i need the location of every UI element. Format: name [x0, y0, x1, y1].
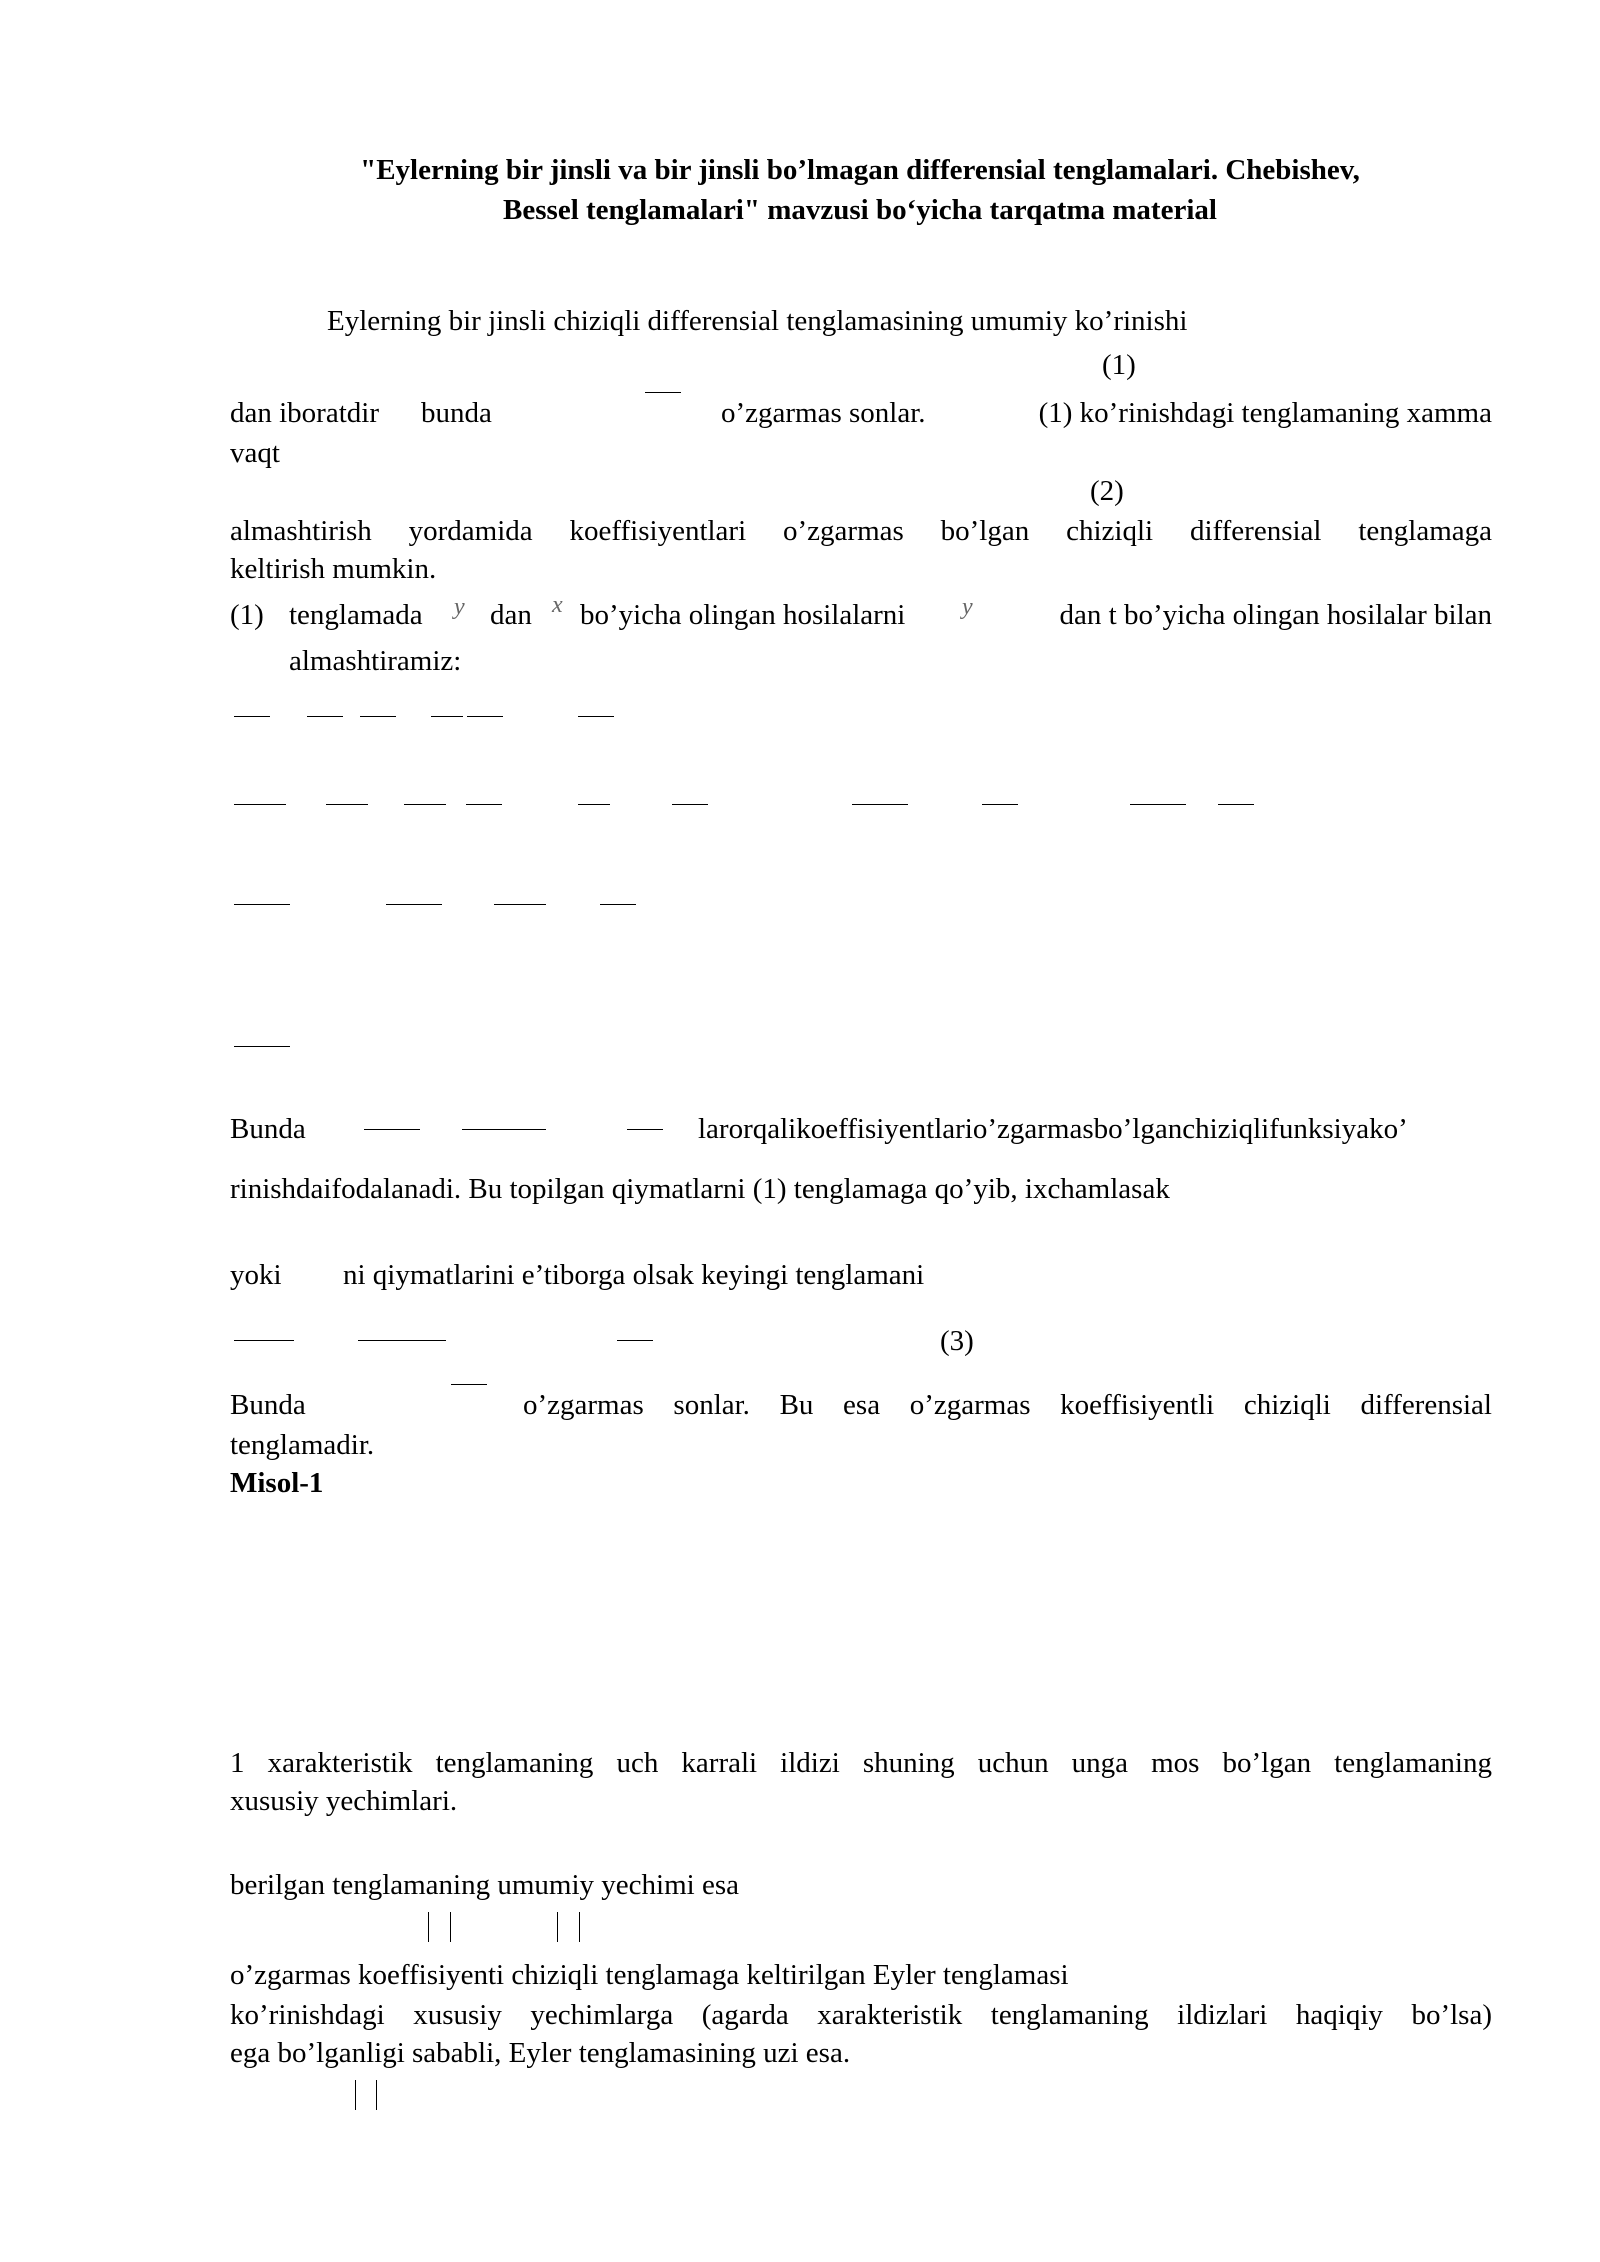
example-heading: Misol-1 — [230, 1467, 324, 1499]
p5-line-1: o’zgarmas sonlar. Bu esa o’zgarmas koeffisiyentli chiziqli differensial — [523, 1389, 1492, 1421]
list1-almashtiramiz: almashtiramiz: — [289, 645, 462, 677]
fraction-bar — [627, 1129, 663, 1130]
fraction-bar — [364, 1129, 420, 1130]
absolute-value-bar — [428, 1912, 429, 1942]
absolute-value-bar — [557, 1912, 558, 1942]
absolute-value-bar — [579, 1912, 580, 1942]
p1-continuation: (1) ko’rinishdagi tenglamaning xamma — [1038, 397, 1492, 429]
p4-yoki: yoki — [230, 1259, 282, 1291]
p2-line-2: keltirish mumkin. — [230, 553, 437, 585]
fraction-bar — [645, 392, 681, 393]
p3-run-on-text: larorqalikoeffisiyentlario’zgarmasbo’lganchiziqlifunksiyako’ — [698, 1113, 1408, 1145]
fraction-bar — [358, 1340, 446, 1341]
list1-tenglamada: tenglamada — [289, 599, 423, 631]
fraction-bar — [234, 1046, 290, 1047]
variable-y-image: y — [454, 594, 465, 620]
fraction-bar — [982, 804, 1018, 805]
p6-line-1: 1 xarakteristik tenglamaning uch karrali ildizi shuning uchun unga mos bo’lgan tenglamaning — [230, 1747, 1492, 1779]
variable-y-image: y — [962, 594, 973, 620]
title-line-2: Bessel tenglamalari" mavzusi bo‘yicha tarqatma material — [503, 194, 1217, 226]
list1-dan: dan — [490, 599, 532, 631]
absolute-value-bar — [450, 1912, 451, 1942]
absolute-value-bar — [355, 2080, 356, 2110]
fraction-bar — [404, 804, 446, 805]
p9-line-2: ega bo’lganligi sababli, Eyler tenglamasining uzi esa. — [230, 2037, 851, 2069]
p3-bunda: Bunda — [230, 1113, 306, 1145]
fraction-bar — [360, 716, 396, 717]
p4-text: ni qiymatlarini e’tiborga olsak keyingi tenglamani — [343, 1259, 925, 1291]
fraction-bar — [1130, 804, 1186, 805]
fraction-bar — [672, 804, 708, 805]
fraction-bar — [578, 804, 610, 805]
absolute-value-bar — [376, 2080, 377, 2110]
p8-text: o’zgarmas koeffisiyenti chiziqli tenglamaga keltirilgan Eyler tenglamasi — [230, 1959, 1069, 1991]
list-number-1: (1) — [230, 599, 264, 631]
p9-line-1: ko’rinishdagi xususiy yechimlarga (agarda xarakteristik tenglamaning ildizlari haqiqiy bo’lsa) — [230, 1999, 1492, 2031]
fraction-bar — [852, 804, 908, 805]
fraction-bar — [234, 1340, 294, 1341]
fraction-bar — [466, 804, 502, 805]
p2-line-1: almashtirish yordamida koeffisiyentlari o’zgarmas bo’lgan chiziqli differensial tenglamaga — [230, 515, 1492, 547]
p5-line-2: tenglamadir. — [230, 1429, 375, 1461]
fraction-bar — [234, 904, 290, 905]
equation-label-2: (2) — [1090, 475, 1124, 507]
p5-bunda: Bunda — [230, 1389, 306, 1421]
fraction-bar — [617, 1340, 653, 1341]
list1-hosilalarni: bo’yicha olingan hosilalarni — [580, 599, 906, 631]
p7-text: berilgan tenglamaning umumiy yechimi esa — [230, 1869, 739, 1901]
p1-bunda: bunda — [421, 397, 492, 429]
p6-line-2: xususiy yechimlari. — [230, 1785, 458, 1817]
fraction-bar — [600, 904, 636, 905]
fraction-bar — [467, 716, 503, 717]
intro-text: Eylerning bir jinsli chiziqli differensial tenglamasining umumiy ko’rinishi — [327, 305, 1188, 337]
p3-line-2: rinishdaifodalanadi. Bu topilgan qiymatlarni (1) tenglamaga qo’yib, ixchamlasak — [230, 1173, 1170, 1205]
fraction-bar — [494, 904, 546, 905]
fraction-bar — [234, 716, 270, 717]
fraction-bar — [451, 1384, 487, 1385]
fraction-bar — [307, 716, 343, 717]
p1-vaqt: vaqt — [230, 437, 280, 469]
p1-dan-iboratdir: dan iboratdir — [230, 397, 379, 429]
equation-label-1: (1) — [1102, 349, 1136, 381]
document-title — [230, 150, 1490, 230]
fraction-bar — [462, 1129, 546, 1130]
fraction-bar — [326, 804, 368, 805]
equation-label-3: (3) — [940, 1325, 974, 1357]
fraction-bar — [1218, 804, 1254, 805]
fraction-bar — [578, 716, 614, 717]
title-line-1: "Eylerning bir jinsli va bir jinsli bo’lmagan differensial tenglamalari. Chebishev, — [360, 154, 1360, 186]
fraction-bar — [431, 716, 463, 717]
fraction-bar — [386, 904, 442, 905]
p1-ozgarmas-sonlar: o’zgarmas sonlar. — [721, 397, 926, 429]
list1-continuation: dan t bo’yicha olingan hosilalar bilan — [1059, 599, 1492, 631]
variable-x-image: x — [552, 592, 563, 618]
fraction-bar — [234, 804, 286, 805]
